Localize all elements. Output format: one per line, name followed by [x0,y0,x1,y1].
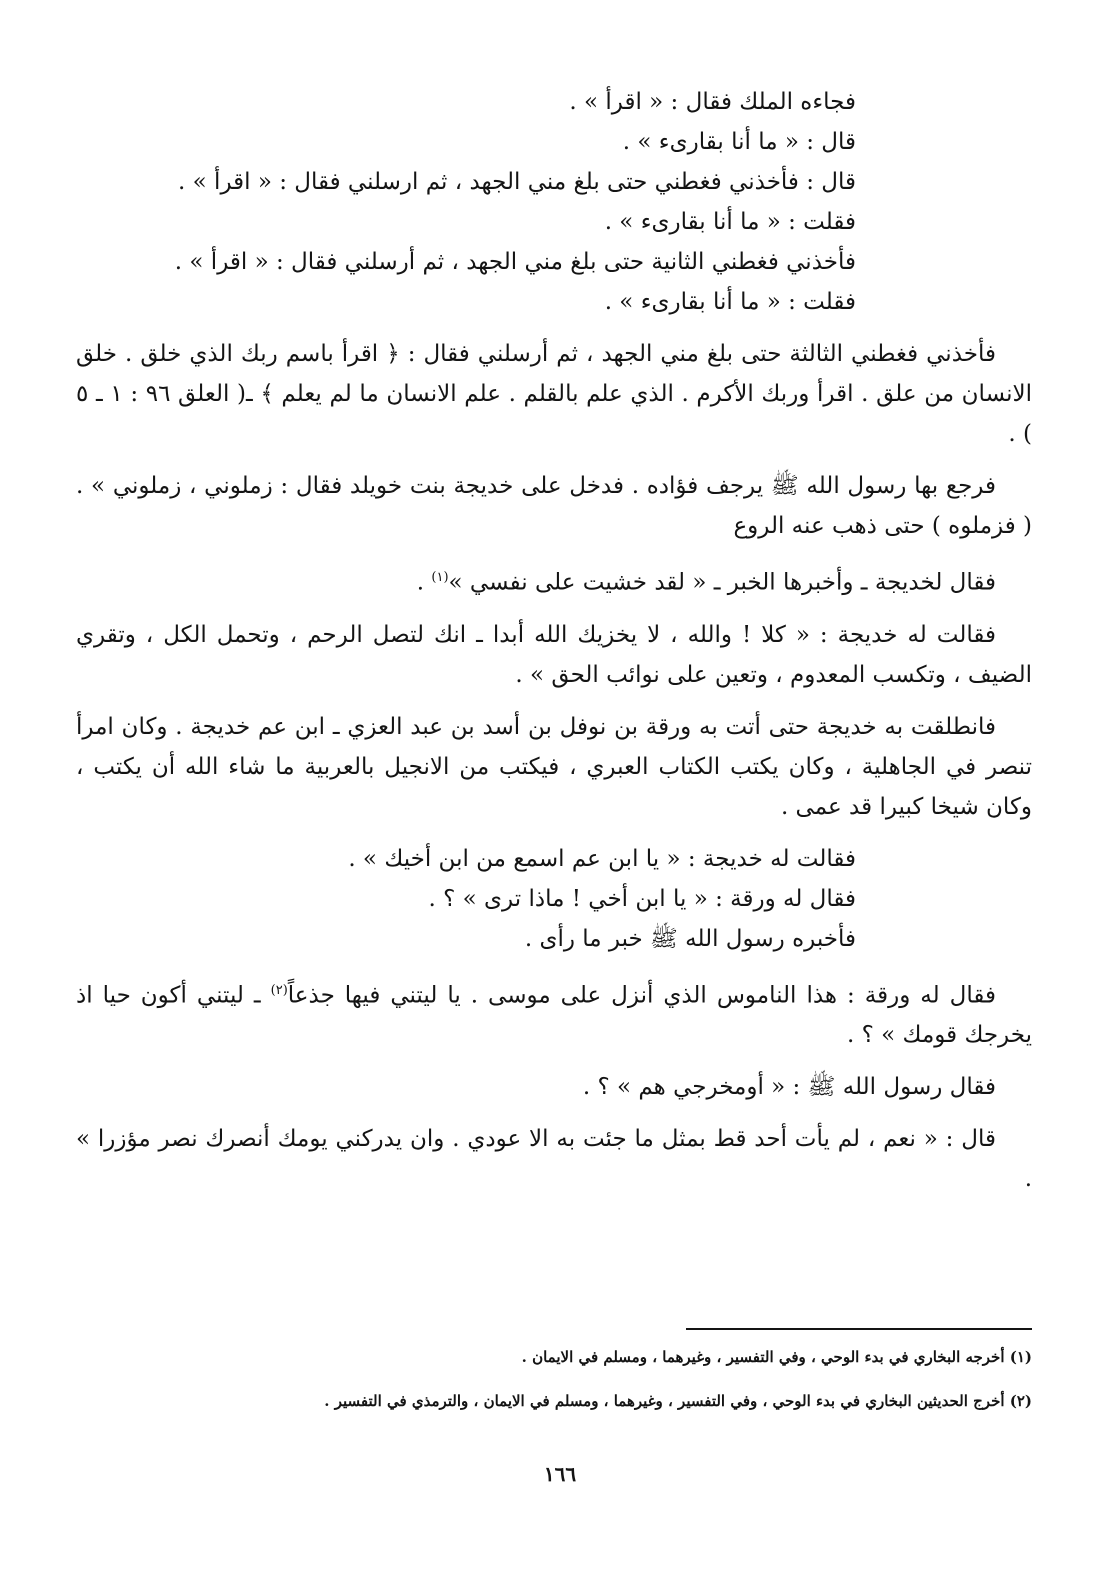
page-number: ١٦٦ [543,1462,577,1486]
paragraph-waraqa: فانطلقت به خديجة حتى أتت به ورقة بن نوفل بن أسد بن عبد العزي ـ ابن عم خديجة . وكان امرأ تنصر في الجاهلية ، وكان يكتب الكتاب العبري ، فيكتب من الانجيل بالعربية ما شاء الله أن يكتب ، وكان شيخا كبيرا قد عمى . [76,713,1032,820]
paragraph-end: . [416,569,432,596]
footnote-2: (٢) أخرج الحديثين البخاري في بدء الوحي ، وفي التفسير ، وغيرهما ، ومسلم في الايمان ، والترمذي في التفسير . [324,1392,1032,1410]
paragraph-namus [76,971,1032,1056]
paragraph-khadija-reply: فقالت له خديجة : « كلا ! والله ، لا يخزيك الله أبدا ـ انك لتصل الرحم ، وتحمل الكل ، وتقري الضيف ، وتكسب المعدوم ، وتعين على نوائب الحق » . [76,621,1032,688]
text-line: فجاءه الملك فقال : « اقرأ » . [569,89,856,115]
footnote-ref-1: (١) [431,570,449,585]
footnote-divider [686,1328,1032,1330]
paragraph-revelation: فأخذني فغطني الثالثة حتى بلغ مني الجهد ، ثم أرسلني فقال : ﴿ اقرأ باسم ربك الذي خلق . خلق الانسان من علق . اقرأ وربك الأكرم . الذي علم بالقلم . علم الانسان ما لم يعلم ﴾ ـ( العلق ٩٦ : ١ ـ ٥ ) . [76,341,1032,447]
text-line: فقالت له خديجة : « يا ابن عم اسمع من ابن أخيك » . [348,845,856,872]
text-line: فأخبره رسول الله ﷺ خبر ما رأى . [524,925,856,952]
footnote-ref-2: (٢) [270,982,288,998]
paragraph-khadija-told [76,558,1032,603]
text-line: فقلت : « ما أنا بقارىء » . [604,209,856,235]
paragraph-text: فقال له ورقة : هذا الناموس الذي أنزل على موسى . يا ليتني فيها جذعاً [287,982,996,1009]
text-line: قال : فأخذني فغطني حتى بلغ مني الجهد ، ثم ارسلني فقال : « اقرأ » . [178,169,856,195]
text-line: فأخذني فغطني الثانية حتى بلغ مني الجهد ، ثم أرسلني فقال : « اقرأ » . [174,249,856,275]
paragraph-text: فقال لخديجة ـ وأخبرها الخبر ـ « لقد خشيت على نفسي » [448,569,996,596]
text-line: فقلت : « ما أنا بقارىء » . [604,289,856,315]
text-line: قال : « ما أنا بقارىء » . [622,129,856,155]
paragraph-return: فرجع بها رسول الله ﷺ يرجف فؤاده . فدخل على خديجة بنت خويلد فقال : زملوني ، زملوني » . ( فزملوه ) حتى ذهب عنه الروع [76,473,1032,539]
footnote-1: (١) أخرجه البخاري في بدء الوحي ، وفي التفسير ، وغيرهما ، ومسلم في الايمان . [521,1348,1032,1366]
paragraph-text-continued: ـ ليتني أكون حيا اذ يخرجك قومك » ؟ . [76,982,1032,1049]
text-line: فقال رسول الله ﷺ : « أومخرجي هم » ؟ . [582,1074,996,1101]
text-line: فقال له ورقة : « يا ابن أخي ! ماذا ترى » ؟ . [428,885,856,912]
paragraph-final: قال : « نعم ، لم يأت أحد قط بمثل ما جئت به الا عودي . وان يدركني يومك أنصرك نصر مؤزرا » . [76,1126,1032,1193]
footnotes [76,1346,1032,1434]
